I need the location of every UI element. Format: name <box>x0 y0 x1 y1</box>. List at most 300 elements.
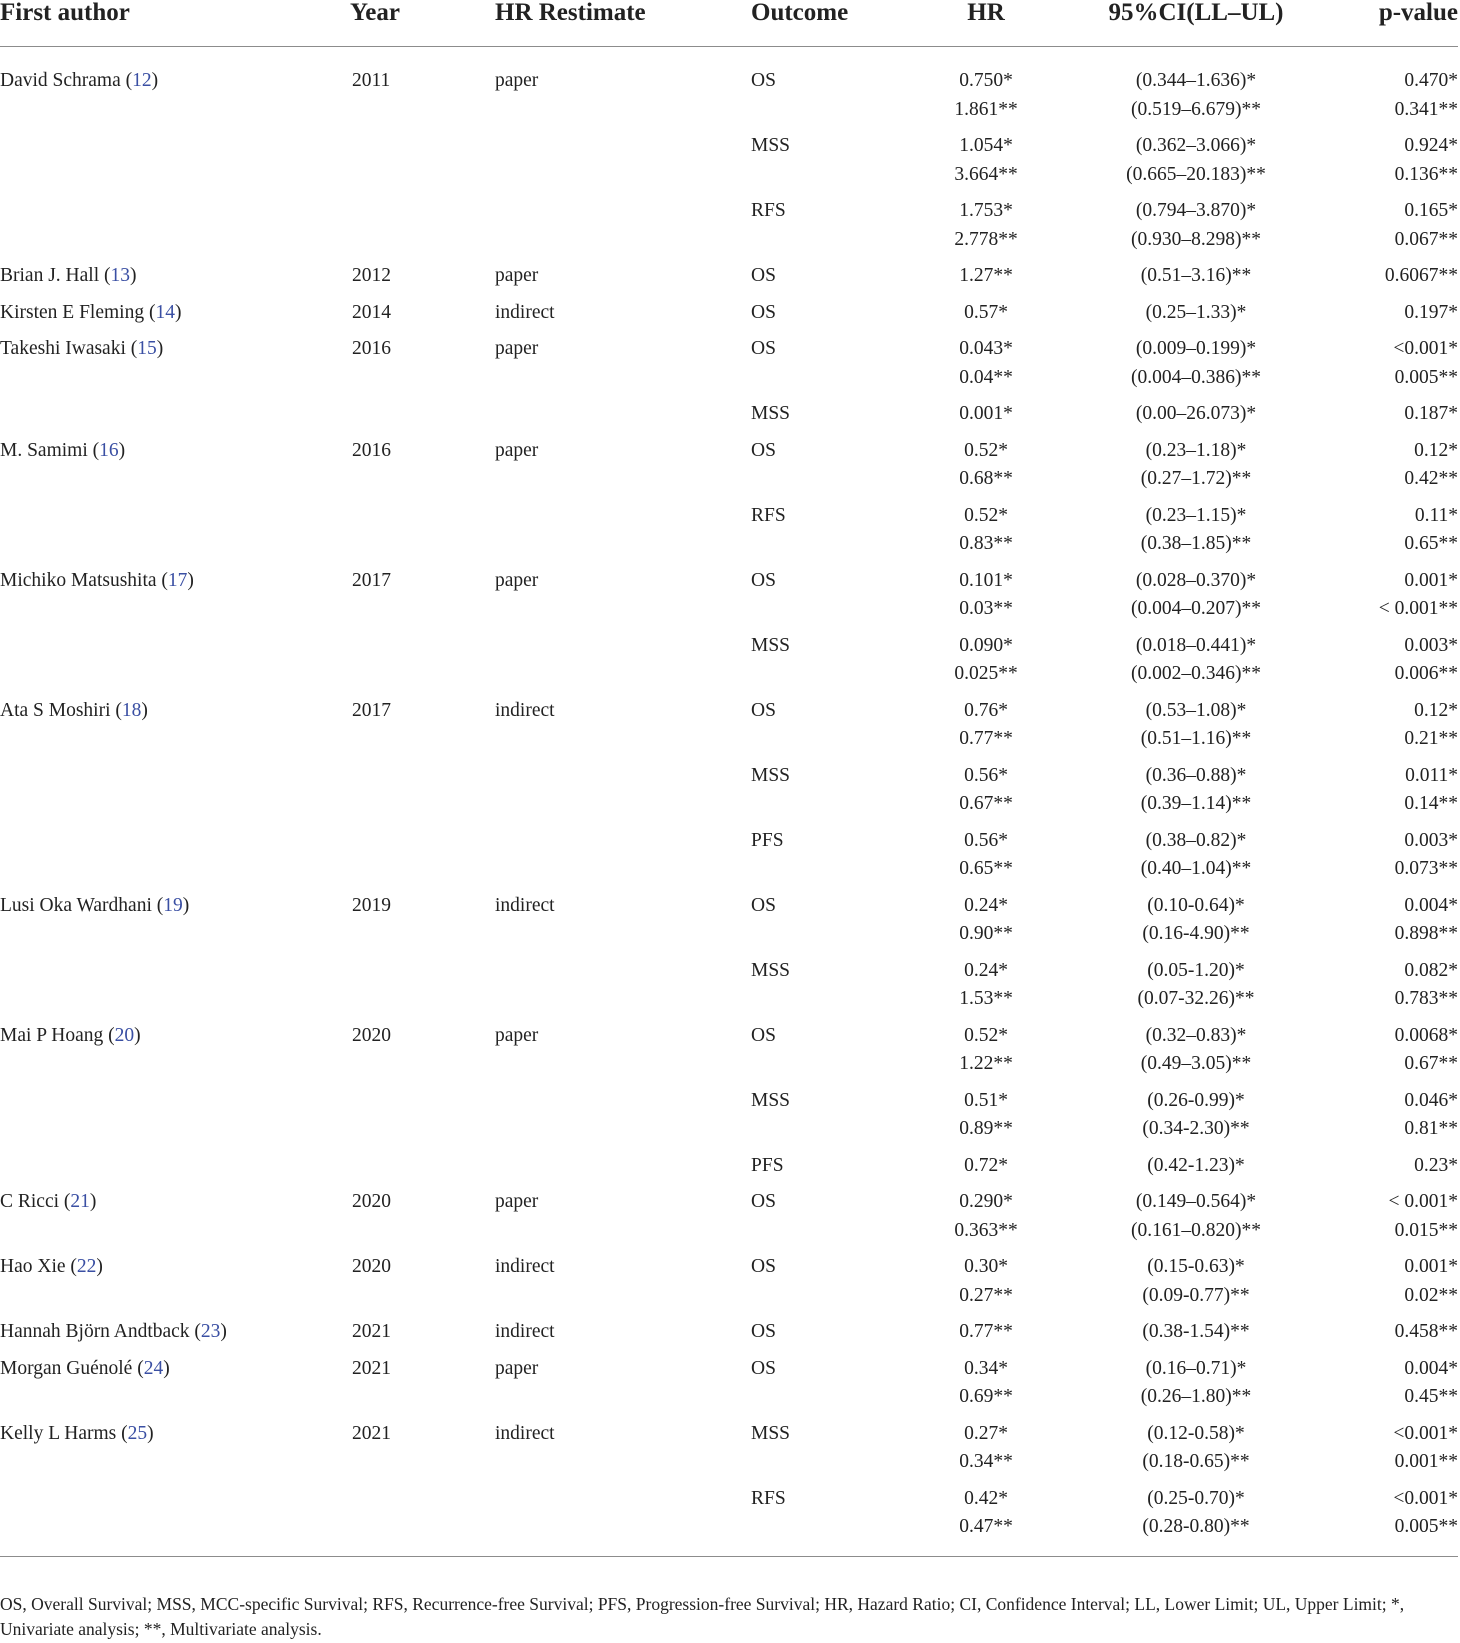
cell-p-value-value: 0.187* <box>1404 403 1458 424</box>
cell-p-value-value: 0.23* <box>1414 1154 1458 1176</box>
cell-hr-estimate <box>495 124 751 189</box>
cell-p-value-value: 0.136** <box>1394 163 1458 185</box>
cell-hr <box>901 429 1071 494</box>
cell-first-author <box>0 1079 350 1144</box>
cell-p-value-value: <0.001* <box>1393 1422 1458 1444</box>
cell-outcome: OS <box>751 1191 776 1212</box>
cell-hr-value: 0.65** <box>959 858 1013 879</box>
cell-hr-estimate: indirect <box>495 1422 555 1444</box>
cell-hr-value: 0.03** <box>959 598 1013 619</box>
cell-year <box>350 1079 495 1144</box>
author-name: Michiko Matsushita <box>0 569 157 591</box>
table-row <box>0 494 1458 559</box>
cell-p-value-value: 0.015** <box>1394 1219 1458 1241</box>
cell-p-value-value: <0.001* <box>1393 338 1458 359</box>
cell-hr-value: 0.42* <box>964 1487 1008 1509</box>
cell-ci-value: (0.34-2.30)** <box>1142 1118 1250 1139</box>
cell-ci <box>1071 949 1321 1014</box>
cell-outcome: OS <box>751 439 776 461</box>
cell-first-author: Lusi Oka Wardhani (19) <box>0 894 190 916</box>
cell-ci-value: (0.28-0.80)** <box>1142 1516 1250 1537</box>
cell-outcome: OS <box>751 1024 776 1046</box>
cell-hr-value: 0.090* <box>959 634 1013 656</box>
cell-ci-value: (0.16-4.90)** <box>1142 923 1250 944</box>
table-row <box>0 559 1458 624</box>
cell-p-value-value: 0.02** <box>1404 1284 1458 1306</box>
cell-hr-value: 0.290* <box>959 1191 1013 1212</box>
cell-hr-estimate: paper <box>495 338 539 359</box>
cell-ci-value: (0.23–1.15)* <box>1145 504 1247 526</box>
cell-hr-value: 0.52* <box>964 1024 1008 1046</box>
cell-ci-value: (0.519–6.679)** <box>1131 98 1261 120</box>
cell-hr <box>901 1144 1071 1181</box>
cell-p-value <box>1321 1079 1458 1144</box>
cell-year <box>350 1144 495 1181</box>
cell-ci-value: (0.25–1.33)* <box>1145 301 1247 323</box>
cell-outcome: OS <box>751 301 776 323</box>
cell-ci <box>1071 189 1321 254</box>
cell-hr-estimate: paper <box>495 1357 539 1379</box>
cell-p-value-value: 0.898** <box>1394 923 1458 944</box>
cell-hr <box>901 1477 1071 1557</box>
cell-p-value-value: 0.067** <box>1394 228 1458 250</box>
cell-ci <box>1071 1245 1321 1310</box>
cell-hr-value: 0.34** <box>959 1451 1013 1472</box>
reference-link[interactable]: 21 <box>70 1191 90 1212</box>
table-row <box>0 291 1458 328</box>
cell-hr-estimate <box>495 1079 751 1144</box>
table-row <box>0 1412 1458 1477</box>
cell-ci <box>1071 754 1321 819</box>
reference-link[interactable]: 20 <box>114 1024 135 1046</box>
cell-hr <box>901 819 1071 884</box>
cell-ci-value: (0.362–3.066)* <box>1135 135 1257 156</box>
cell-hr <box>901 949 1071 1014</box>
cell-p-value-value: 0.42** <box>1404 468 1458 489</box>
cell-p-value <box>1321 1144 1458 1181</box>
cell-hr-value: 0.04** <box>959 366 1013 388</box>
cell-hr-value: 0.69** <box>959 1386 1013 1407</box>
table-row <box>0 1347 1458 1412</box>
cell-year <box>350 754 495 819</box>
author-name: Ata S Moshiri <box>0 699 111 721</box>
cell-p-value-value: 0.001* <box>1404 569 1458 591</box>
cell-first-author <box>0 494 350 559</box>
cell-hr-value: 1.054* <box>959 135 1013 156</box>
cell-ci <box>1071 884 1321 949</box>
cell-ci-value: (0.42-1.23)* <box>1147 1154 1245 1176</box>
table-row <box>0 1079 1458 1144</box>
cell-ci <box>1071 1144 1321 1181</box>
cell-outcome: MSS <box>751 1089 791 1111</box>
author-name: C Ricci <box>0 1191 60 1212</box>
table-row <box>0 392 1458 429</box>
cell-hr-estimate: indirect <box>495 301 555 323</box>
reference-link[interactable]: 18 <box>121 699 142 721</box>
cell-ci-value: (0.38–0.82)* <box>1145 829 1247 851</box>
cell-hr-value: 0.043* <box>959 338 1013 359</box>
cell-hr-value: 0.83** <box>959 533 1013 554</box>
cell-year <box>350 819 495 884</box>
cell-hr-value: 1.22** <box>959 1053 1013 1074</box>
header-row <box>0 0 1458 47</box>
cell-hr-estimate: paper <box>495 1191 539 1212</box>
cell-ci <box>1071 392 1321 429</box>
cell-first-author: David Schrama (12) <box>0 70 159 91</box>
table-row <box>0 189 1458 254</box>
cell-hr-value: 1.861** <box>954 98 1018 120</box>
reference-link[interactable]: 13 <box>110 265 130 286</box>
cell-first-author: Hao Xie (22) <box>0 1256 103 1277</box>
cell-p-value-value: < 0.001* <box>1388 1191 1458 1212</box>
cell-hr-value: 0.56* <box>964 764 1008 786</box>
cell-p-value-value: < 0.001** <box>1378 598 1458 619</box>
cell-hr-value: 2.778** <box>954 228 1018 250</box>
cell-p-value-value: 0.165* <box>1404 200 1458 221</box>
cell-year <box>350 189 495 254</box>
cell-p-value-value: <0.001* <box>1393 1487 1458 1509</box>
cell-p-value <box>1321 1180 1458 1245</box>
cell-hr-value: 0.90** <box>959 923 1013 944</box>
table-row <box>0 949 1458 1014</box>
cell-hr-value: 0.52* <box>964 504 1008 526</box>
cell-p-value-value: 0.458** <box>1394 1321 1458 1342</box>
cell-hr <box>901 1347 1071 1412</box>
cell-p-value <box>1321 949 1458 1014</box>
cell-hr-value: 0.24* <box>964 959 1008 981</box>
cell-outcome: MSS <box>751 403 791 424</box>
cell-p-value-value: 0.001** <box>1394 1451 1458 1472</box>
cell-hr-estimate <box>495 624 751 689</box>
cell-hr-value: 0.72* <box>964 1154 1008 1176</box>
cell-year: 2020 <box>352 1191 391 1212</box>
table-footnote: OS, Overall Survival; MSS, MCC-specific Survival; RFS, Recurrence-free Survival; PFS, Progression-free Survival; HR, Hazard Ratio; CI, Confidence Interval; LL, Lower Limit; UL, Upper Limit; *, Univariate analysis; **, Multivariate analysis. <box>0 1594 1405 1639</box>
reference-link[interactable]: 24 <box>143 1357 164 1379</box>
cell-hr-value: 0.24* <box>964 894 1008 916</box>
cell-outcome: OS <box>751 569 776 591</box>
cell-outcome: OS <box>751 1357 776 1379</box>
cell-ci-value: (0.344–1.636)* <box>1135 70 1257 91</box>
cell-p-value-value: 0.004* <box>1404 1357 1458 1379</box>
cell-ci-value: (0.004–0.386)** <box>1131 366 1261 388</box>
cell-ci-value: (0.27–1.72)** <box>1140 468 1252 489</box>
reference-link[interactable]: 17 <box>167 569 188 591</box>
cell-year: 2014 <box>352 301 391 323</box>
cell-p-value-value: 0.14** <box>1404 793 1458 814</box>
cell-first-author <box>0 819 350 884</box>
cell-p-value-value: 0.197* <box>1404 301 1458 323</box>
cell-hr <box>901 291 1071 328</box>
cell-year: 2021 <box>352 1321 391 1342</box>
table-row <box>0 327 1458 392</box>
table-row <box>0 884 1458 949</box>
cell-outcome: OS <box>751 1321 776 1342</box>
table-header <box>0 0 1458 47</box>
cell-hr-estimate: paper <box>495 1024 539 1046</box>
cell-year <box>350 1477 495 1557</box>
cell-hr-value: 0.025** <box>954 663 1018 684</box>
cell-hr <box>901 754 1071 819</box>
table-row <box>0 624 1458 689</box>
cell-hr-estimate: indirect <box>495 1321 555 1342</box>
cell-ci <box>1071 689 1321 754</box>
cell-ci <box>1071 819 1321 884</box>
cell-ci <box>1071 559 1321 624</box>
cell-p-value <box>1321 1245 1458 1310</box>
cell-year <box>350 124 495 189</box>
cell-first-author: Michiko Matsushita (17) <box>0 569 194 591</box>
cell-first-author <box>0 124 350 189</box>
cell-p-value-value: 0.924* <box>1404 135 1458 156</box>
author-name: M. Samimi <box>0 439 88 461</box>
cell-hr-value: 0.77** <box>959 1321 1013 1342</box>
cell-hr-value: 0.56* <box>964 829 1008 851</box>
cell-first-author <box>0 392 350 429</box>
table-row <box>0 819 1458 884</box>
cell-ci <box>1071 429 1321 494</box>
author-name: Brian J. Hall <box>0 265 100 286</box>
cell-p-value <box>1321 189 1458 254</box>
cell-p-value <box>1321 1014 1458 1079</box>
cell-p-value <box>1321 1412 1458 1477</box>
cell-p-value-value: 0.005** <box>1394 366 1458 388</box>
cell-hr-estimate: indirect <box>495 1256 555 1277</box>
cell-hr-value: 0.47** <box>959 1516 1013 1537</box>
cell-p-value-value: 0.783** <box>1394 988 1458 1009</box>
reference-link[interactable]: 12 <box>132 70 152 91</box>
cell-hr-estimate <box>495 494 751 559</box>
cell-p-value-value: 0.004* <box>1404 894 1458 916</box>
cell-p-value-value: 0.003* <box>1404 634 1458 656</box>
cell-first-author: Kelly L Harms (25) <box>0 1422 154 1444</box>
cell-first-author <box>0 1144 350 1181</box>
cell-hr-value: 0.57* <box>964 301 1008 323</box>
header-year: Year <box>350 0 495 47</box>
cell-outcome: OS <box>751 265 776 286</box>
cell-ci-value: (0.009–0.199)* <box>1135 338 1257 359</box>
cell-outcome: OS <box>751 1256 776 1277</box>
cell-first-author: Mai P Hoang (20) <box>0 1024 141 1046</box>
cell-ci <box>1071 1347 1321 1412</box>
cell-ci-value: (0.40–1.04)** <box>1140 858 1252 879</box>
reference-link[interactable]: 25 <box>127 1422 148 1444</box>
author-name: Mai P Hoang <box>0 1024 104 1046</box>
cell-hr-estimate <box>495 392 751 429</box>
cell-ci-value: (0.665–20.183)** <box>1126 163 1266 185</box>
cell-ci <box>1071 1079 1321 1144</box>
cell-hr <box>901 1310 1071 1347</box>
cell-hr <box>901 689 1071 754</box>
cell-first-author: Morgan Guénolé (24) <box>0 1357 170 1379</box>
cell-hr-estimate <box>495 1477 751 1557</box>
reference-link[interactable]: 15 <box>137 338 157 359</box>
cell-year <box>350 624 495 689</box>
table-row <box>0 1310 1458 1347</box>
cell-ci <box>1071 494 1321 559</box>
cell-p-value <box>1321 884 1458 949</box>
cell-ci-value: (0.26-0.99)* <box>1147 1089 1245 1111</box>
author-name: Lusi Oka Wardhani <box>0 894 152 916</box>
cell-p-value <box>1321 494 1458 559</box>
cell-hr-value: 0.77** <box>959 728 1013 749</box>
cell-hr-estimate <box>495 189 751 254</box>
cell-hr-estimate <box>495 1144 751 1181</box>
cell-outcome: MSS <box>751 959 791 981</box>
cell-first-author: Hannah Björn Andtback (23) <box>0 1321 227 1342</box>
table-row <box>0 1180 1458 1245</box>
cell-ci-value: (0.18-0.65)** <box>1142 1451 1250 1472</box>
cell-hr-estimate: indirect <box>495 894 555 916</box>
cell-hr <box>901 1079 1071 1144</box>
cell-outcome: MSS <box>751 1422 791 1444</box>
cell-p-value <box>1321 47 1458 125</box>
cell-p-value <box>1321 1347 1458 1412</box>
cell-ci <box>1071 1014 1321 1079</box>
table-row <box>0 1014 1458 1079</box>
cell-outcome: RFS <box>751 1477 901 1557</box>
cell-p-value-value: 0.003* <box>1404 829 1458 851</box>
cell-year <box>350 949 495 1014</box>
cell-ci <box>1071 327 1321 392</box>
cell-p-value <box>1321 291 1458 328</box>
cell-p-value-value: 0.65** <box>1404 533 1458 554</box>
cell-year: 2020 <box>352 1256 391 1277</box>
cell-hr-value: 1.53** <box>959 988 1013 1009</box>
cell-ci <box>1071 124 1321 189</box>
cell-hr-estimate <box>495 754 751 819</box>
cell-hr <box>901 1245 1071 1310</box>
cell-ci-value: (0.38-1.54)** <box>1142 1321 1250 1342</box>
cell-ci <box>1071 624 1321 689</box>
cell-first-author: Takeshi Iwasaki (15) <box>0 338 164 359</box>
cell-first-author: Ata S Moshiri (18) <box>0 699 148 721</box>
table-row <box>0 689 1458 754</box>
cell-ci-value: (0.09-0.77)** <box>1142 1284 1250 1306</box>
cell-p-value-value: 0.341** <box>1394 98 1458 120</box>
author-name: Kelly L Harms <box>0 1422 117 1444</box>
cell-ci-value: (0.26–1.80)** <box>1140 1386 1252 1407</box>
cell-p-value-value: 0.21** <box>1404 728 1458 749</box>
cell-outcome: OS <box>751 338 776 359</box>
cell-ci-value: (0.05-1.20)* <box>1147 959 1245 981</box>
author-name: Hao Xie <box>0 1256 66 1277</box>
cell-hr <box>901 559 1071 624</box>
cell-first-author <box>0 624 350 689</box>
cell-year: 2012 <box>352 265 391 286</box>
cell-ci <box>1071 1180 1321 1245</box>
cell-p-value-value: 0.12* <box>1414 699 1458 721</box>
cell-hr <box>901 47 1071 125</box>
cell-p-value <box>1321 624 1458 689</box>
cell-ci-value: (0.004–0.207)** <box>1131 598 1261 619</box>
cell-first-author <box>0 1477 350 1557</box>
cell-ci <box>1071 291 1321 328</box>
cell-ci-value: (0.12-0.58)* <box>1147 1422 1245 1444</box>
author-name: Hannah Björn Andtback <box>0 1321 190 1342</box>
cell-p-value-value: 0.082* <box>1404 959 1458 981</box>
cell-ci-value: (0.51–1.16)** <box>1140 728 1252 749</box>
cell-ci-value: (0.028–0.370)* <box>1135 569 1257 591</box>
reference-link[interactable]: 19 <box>163 894 183 916</box>
cell-p-value-value: 0.0068* <box>1394 1024 1458 1046</box>
cell-hr <box>901 494 1071 559</box>
cell-p-value <box>1321 559 1458 624</box>
cell-hr-value: 0.363** <box>954 1219 1018 1241</box>
cell-ci <box>1071 47 1321 125</box>
cell-p-value-value: 0.011* <box>1405 764 1458 786</box>
header-first-author: First author <box>0 0 350 47</box>
cell-hr-estimate: paper <box>495 439 539 461</box>
cell-hr-estimate <box>495 819 751 884</box>
cell-ci-value: (0.07-32.26)** <box>1137 988 1255 1009</box>
cell-hr-estimate: indirect <box>495 699 555 721</box>
cell-p-value <box>1321 124 1458 189</box>
cell-hr-value: 0.27* <box>964 1422 1008 1444</box>
cell-year: 2017 <box>352 699 391 721</box>
cell-hr-estimate: paper <box>495 70 539 91</box>
cell-hr <box>901 189 1071 254</box>
cell-p-value-value: 0.001* <box>1404 1256 1458 1277</box>
cell-p-value-value: 0.67** <box>1404 1053 1458 1074</box>
author-name: Morgan Guénolé <box>0 1357 133 1379</box>
cell-hr-estimate: paper <box>495 265 539 286</box>
cell-outcome: PFS <box>751 1154 784 1176</box>
cell-ci-value: (0.00–26.073)* <box>1135 403 1257 424</box>
cell-hr-value: 0.27** <box>959 1284 1013 1306</box>
cell-ci-value: (0.25-0.70)* <box>1147 1487 1245 1509</box>
header-p-value: p-value <box>1321 0 1458 47</box>
cell-hr-value: 3.664** <box>954 163 1018 185</box>
cell-hr-value: 0.89** <box>959 1118 1013 1139</box>
cell-ci <box>1071 1477 1321 1557</box>
cell-year <box>350 392 495 429</box>
cell-hr-value: 0.750* <box>959 70 1013 91</box>
table-row <box>0 1144 1458 1181</box>
cell-outcome: MSS <box>751 135 791 156</box>
reference-link[interactable]: 16 <box>99 439 119 461</box>
cell-hr <box>901 624 1071 689</box>
cell-p-value <box>1321 1310 1458 1347</box>
cell-hr-value: 0.001* <box>959 403 1013 424</box>
reference-link[interactable]: 22 <box>76 1256 97 1277</box>
cell-ci-value: (0.32–0.83)* <box>1145 1024 1247 1046</box>
cell-p-value <box>1321 429 1458 494</box>
cell-hr-value: 0.76* <box>964 699 1008 721</box>
cell-first-author: M. Samimi (16) <box>0 439 126 461</box>
table-body <box>0 47 1458 1557</box>
cell-first-author: Brian J. Hall (13) <box>0 265 137 286</box>
reference-link[interactable]: 14 <box>155 301 175 323</box>
author-name: David Schrama <box>0 70 121 91</box>
cell-ci-value: (0.794–3.870)* <box>1135 200 1257 221</box>
table-row <box>0 254 1458 291</box>
cell-year: 2021 <box>352 1357 391 1379</box>
cell-ci-value: (0.930–8.298)** <box>1131 228 1261 250</box>
cell-hr <box>901 254 1071 291</box>
cell-hr-value: 0.67** <box>959 793 1013 814</box>
cell-p-value <box>1321 254 1458 291</box>
cell-ci-value: (0.15-0.63)* <box>1147 1256 1245 1277</box>
cell-first-author: C Ricci (21) <box>0 1191 97 1212</box>
cell-year: 2011 <box>352 70 391 91</box>
cell-hr-value: 0.51* <box>964 1089 1008 1111</box>
table-row <box>0 124 1458 189</box>
table-row <box>0 429 1458 494</box>
reference-link[interactable]: 23 <box>200 1321 221 1342</box>
cell-hr-estimate: paper <box>495 569 539 591</box>
cell-p-value-value: 0.81** <box>1404 1118 1458 1139</box>
cell-ci-value: (0.49–3.05)** <box>1140 1053 1252 1074</box>
